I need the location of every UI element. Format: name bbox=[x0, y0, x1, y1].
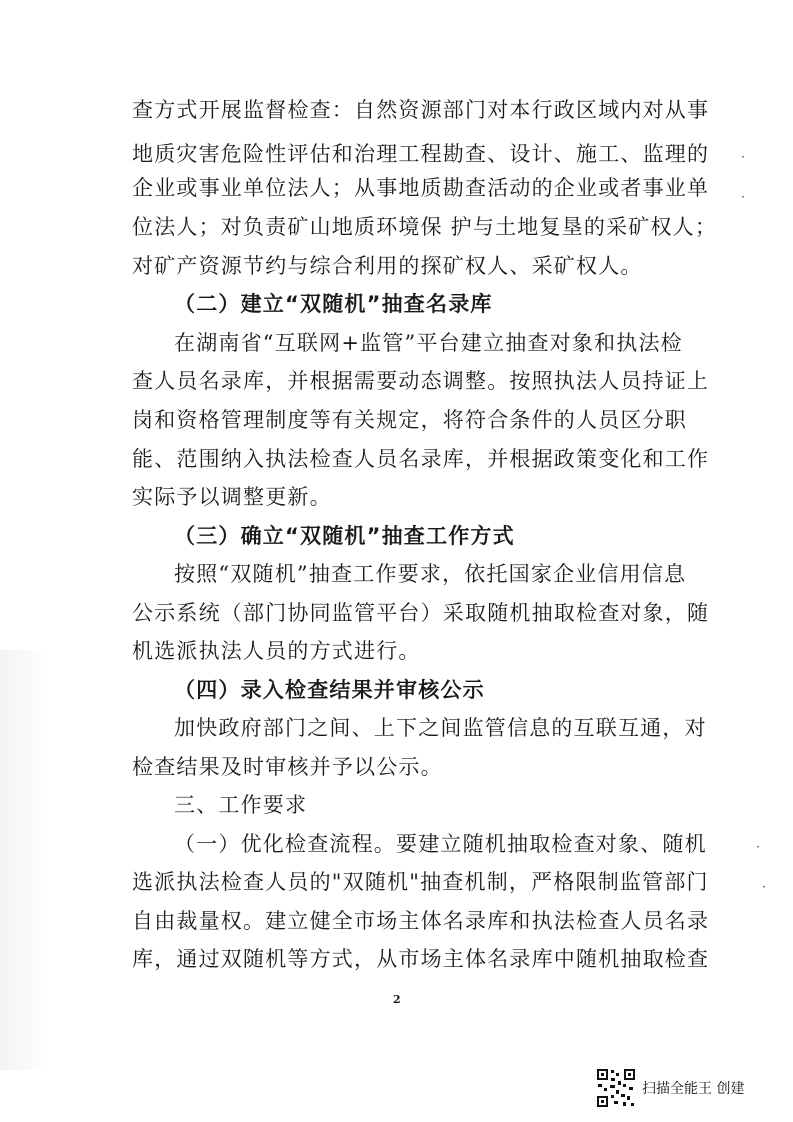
text-line: 按照“双随机”抽查工作要求，依托国家企业信用信息 bbox=[174, 562, 687, 586]
section-heading: （三）确立“双随机”抽查工作方式 bbox=[174, 524, 515, 548]
text-line: 地质灾害危险性评估和治理工程勘查、设计、施工、监理的 bbox=[132, 142, 710, 166]
text-line: 在湖南省“互联网+监管”平台建立抽查对象和执法检 bbox=[174, 331, 683, 355]
chapter-heading: 三、工作要求 bbox=[174, 793, 308, 817]
text-line: 企业或事业单位法人；从事地质勘查活动的企业或者事业单 bbox=[132, 176, 710, 200]
text-line: 位法人；对负责矿山地质环境保 护与土地复垦的采矿权人； bbox=[132, 215, 718, 239]
scanner-watermark bbox=[596, 1068, 744, 1108]
text-line: 自由裁量权。建立健全市场主体名录库和执法检查人员名录 bbox=[132, 909, 710, 933]
scan-speck: · bbox=[762, 880, 766, 894]
text-line: 岗和资格管理制度等有关规定，将符合条件的人员区分职 bbox=[132, 408, 687, 432]
text-line: （一）优化检查流程。要建立随机抽取检查对象、随机 bbox=[174, 832, 707, 856]
qr-code-icon bbox=[596, 1068, 636, 1108]
text-line: 实际予以调整更新。 bbox=[132, 485, 332, 509]
text-line: 机选派执法人员的方式进行。 bbox=[132, 639, 421, 663]
section-heading: （二）建立“双随机”抽查名录库 bbox=[174, 292, 493, 316]
scan-speck: · bbox=[756, 840, 760, 854]
text-line: 加快政府部门之间、上下之间监管信息的互联互通，对 bbox=[174, 716, 707, 740]
text-line: 查方式开展监督检查：自然资源部门对本行政区域内对从事 bbox=[132, 98, 710, 122]
text-line: 对矿产资源节约与综合利用的探矿权人、采矿权人。 bbox=[132, 254, 643, 278]
page-number: 2 bbox=[393, 993, 401, 1006]
scan-shadow bbox=[0, 650, 46, 1070]
watermark-text: 扫描全能王 创建 bbox=[642, 1081, 745, 1097]
text-line: 库，通过双随机等方式，从市场主体名录库中随机抽取检查 bbox=[132, 947, 710, 971]
text-line: 选派执法检查人员的"双随机"抽查机制，严格限制监管部门 bbox=[132, 870, 709, 894]
text-line: 能、范围纳入执法检查人员名录库，并根据政策变化和工作 bbox=[132, 447, 710, 471]
text-line: 检查结果及时审核并予以公示。 bbox=[132, 755, 443, 779]
text-line: 查人员名录库，并根据需要动态调整。按照执法人员持证上 bbox=[132, 369, 710, 393]
scan-speck: · bbox=[741, 190, 745, 204]
text-line: 公示系统（部门协同监管平台）采取随机抽取检查对象，随 bbox=[132, 601, 710, 625]
section-heading: （四）录入检查结果并审核公示 bbox=[174, 678, 485, 702]
scan-speck: · bbox=[741, 150, 745, 164]
